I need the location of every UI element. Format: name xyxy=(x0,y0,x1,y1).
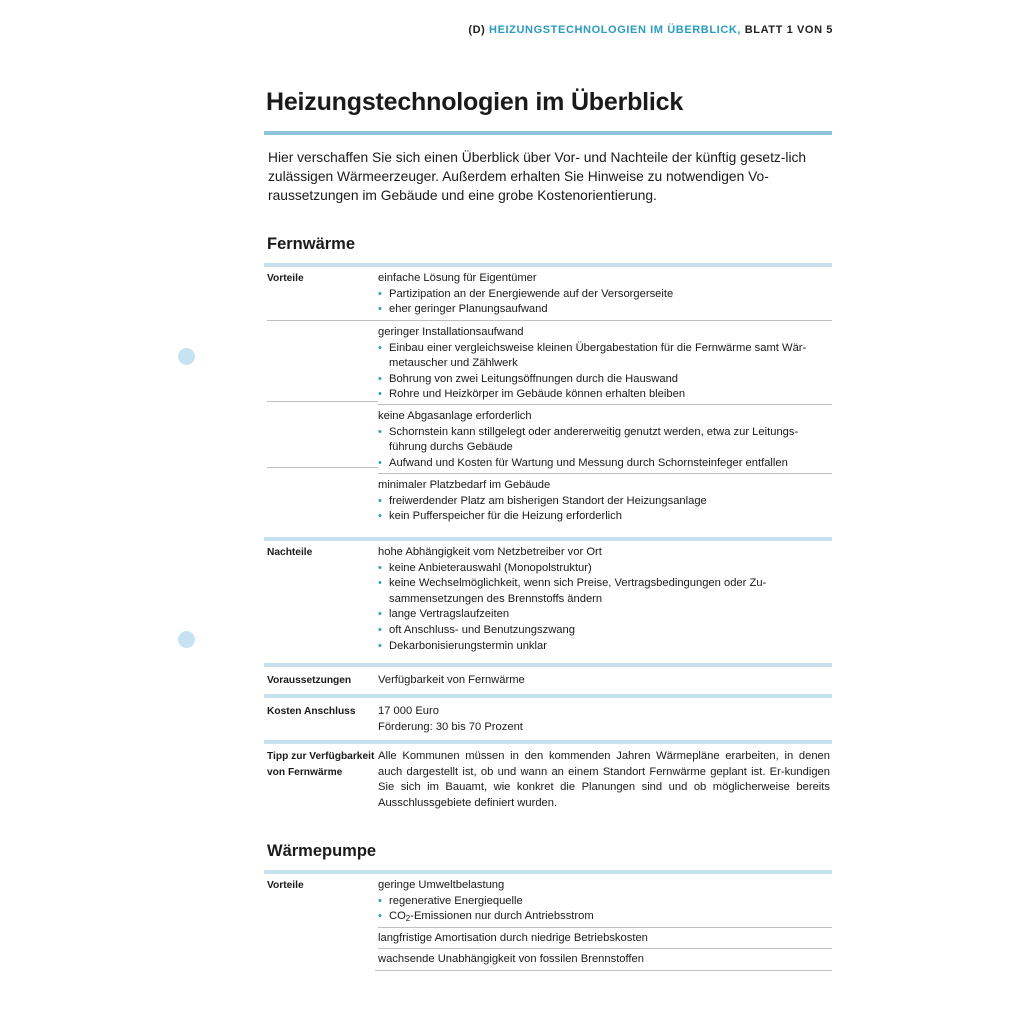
table-rule xyxy=(375,970,832,971)
row-tipp: Tipp zur Verfügbarkeit von Fernwärme Alle Kommunen müssen in den kommenden Jahren Wärmepläne erarbeiten, in denen auch dargestellt ist, ob und wann an einem Standort Fernwärme geplant ist. Er-kundigen Sie sich im Bauamt, wie konkret die Planungen sind und ob möglicherweise bereits Ausschlussgebiete definiert wurden. xyxy=(264,744,832,814)
list-item: 17 000 Euro Förderung: 30 bis 70 Prozent xyxy=(378,705,523,733)
row-vorteile xyxy=(264,267,832,537)
list-item: einfache Lösung für Eigentümer • Partizipation an der Energiewende auf der Versorgerseite • eher geringer Planungsaufwand xyxy=(378,272,674,316)
list-item: keine Abgasanlage erforderlich • Schornstein kann stillgelegt oder andererweitig genutzt werden, etwa zur Leitungs-führung durchs Gebäude • Aufwand und Kosten für Wartung und Messung durch Schornsteinfeger entfallen xyxy=(378,404,832,473)
page-header xyxy=(468,24,833,36)
row-label-tipp: Tipp zur Verfügbarkeit xyxy=(267,751,375,762)
title-rule xyxy=(264,131,832,135)
list-item: Alle Kommunen müssen in den kommenden Jahren Wärmepläne erarbeiten, in denen auch dargestellt ist, ob und wann an einem Standort Fernwärme geplant ist. Er-kundigen Sie sich im Bauamt, wie konkret die Planungen sind und ob möglicherweise bereits Ausschlussgebiete definiert wurden. xyxy=(378,750,830,809)
list-item: minimaler Platzbedarf im Gebäude • freiwerdender Platz am bisherigen Standort der Heizungsanlage • kein Pufferspeicher für die Heizung erforderlich xyxy=(378,473,832,535)
row-label-kosten: Kosten Anschluss xyxy=(267,706,356,717)
list-item: geringer Installationsaufwand • Einbau einer vergleichsweise kleinen Übergabestation für die Fernwärme samt Wär-metauscher und Zählwerk • Bohrung von zwei Leitungsöffnungen durch die Hauswand • Rohre und Heizkörper im Gebäude können erhalten bleiben xyxy=(378,320,832,404)
row-label-vorteile: Vorteile xyxy=(267,273,304,284)
table-waermepumpe xyxy=(264,870,832,971)
list-item: wachsende Unabhängigkeit von fossilen Brennstoffen xyxy=(378,948,832,970)
table-fernwaerme xyxy=(264,263,832,814)
row-vorteile xyxy=(264,874,832,970)
row-label-vorteile: Vorteile xyxy=(267,880,304,891)
list-item: geringe Umweltbelastung • regenerative Energiequelle • $CO_2$-Emissionen nur durch Antriebsstrom xyxy=(378,879,594,924)
section-heading-waermepumpe: Wärmepumpe xyxy=(267,842,377,860)
row-kosten-anschluss xyxy=(264,698,832,740)
row-label-nachteile: Nachteile xyxy=(267,547,313,558)
row-label-voraussetzungen: Voraussetzungen xyxy=(267,675,352,686)
section-heading-fernwaerme: Fernwärme xyxy=(267,235,356,253)
header-prefix: (D) xyxy=(468,24,486,36)
intro-paragraph: Hier verschaffen Sie sich einen Überblick über Vor- und Nachteile der künftig gesetz-lich zulässigen Wärmeerzeuger. Außerdem erhalten Sie Hinweise zu notwendigen Vo-raussetzungen im Gebäude und eine grobe Kostenorientierung. xyxy=(268,150,807,203)
row-voraussetzungen xyxy=(264,667,832,694)
list-item: hohe Abhängigkeit vom Netzbetreiber vor Ort • keine Anbieterauswahl (Monopolstruktur) • keine Wechselmöglichkeit, wenn sich Preise, Vertragsbedingungen oder Zu-sammensetzungen des Brennstoffs ändern • lange Vertragslaufzeiten • oft Anschluss- und Benutzungszwang • Dekarbonisierungstermin unklar xyxy=(378,546,767,652)
list-item: langfristige Amortisation durch niedrige Betriebskosten xyxy=(378,927,832,949)
punch-hole xyxy=(178,348,195,365)
page-title: Heizungstechnologien im Überblick xyxy=(266,88,684,116)
row-nachteile xyxy=(264,541,832,663)
punch-hole xyxy=(178,631,195,648)
header-highlight: HEIZUNGSTECHNOLOGIEN IM ÜBERBLICK, xyxy=(489,24,742,36)
list-item: Verfügbarkeit von Fernwärme xyxy=(378,674,525,686)
header-sheet: BLATT 1 VON 5 xyxy=(744,24,833,36)
